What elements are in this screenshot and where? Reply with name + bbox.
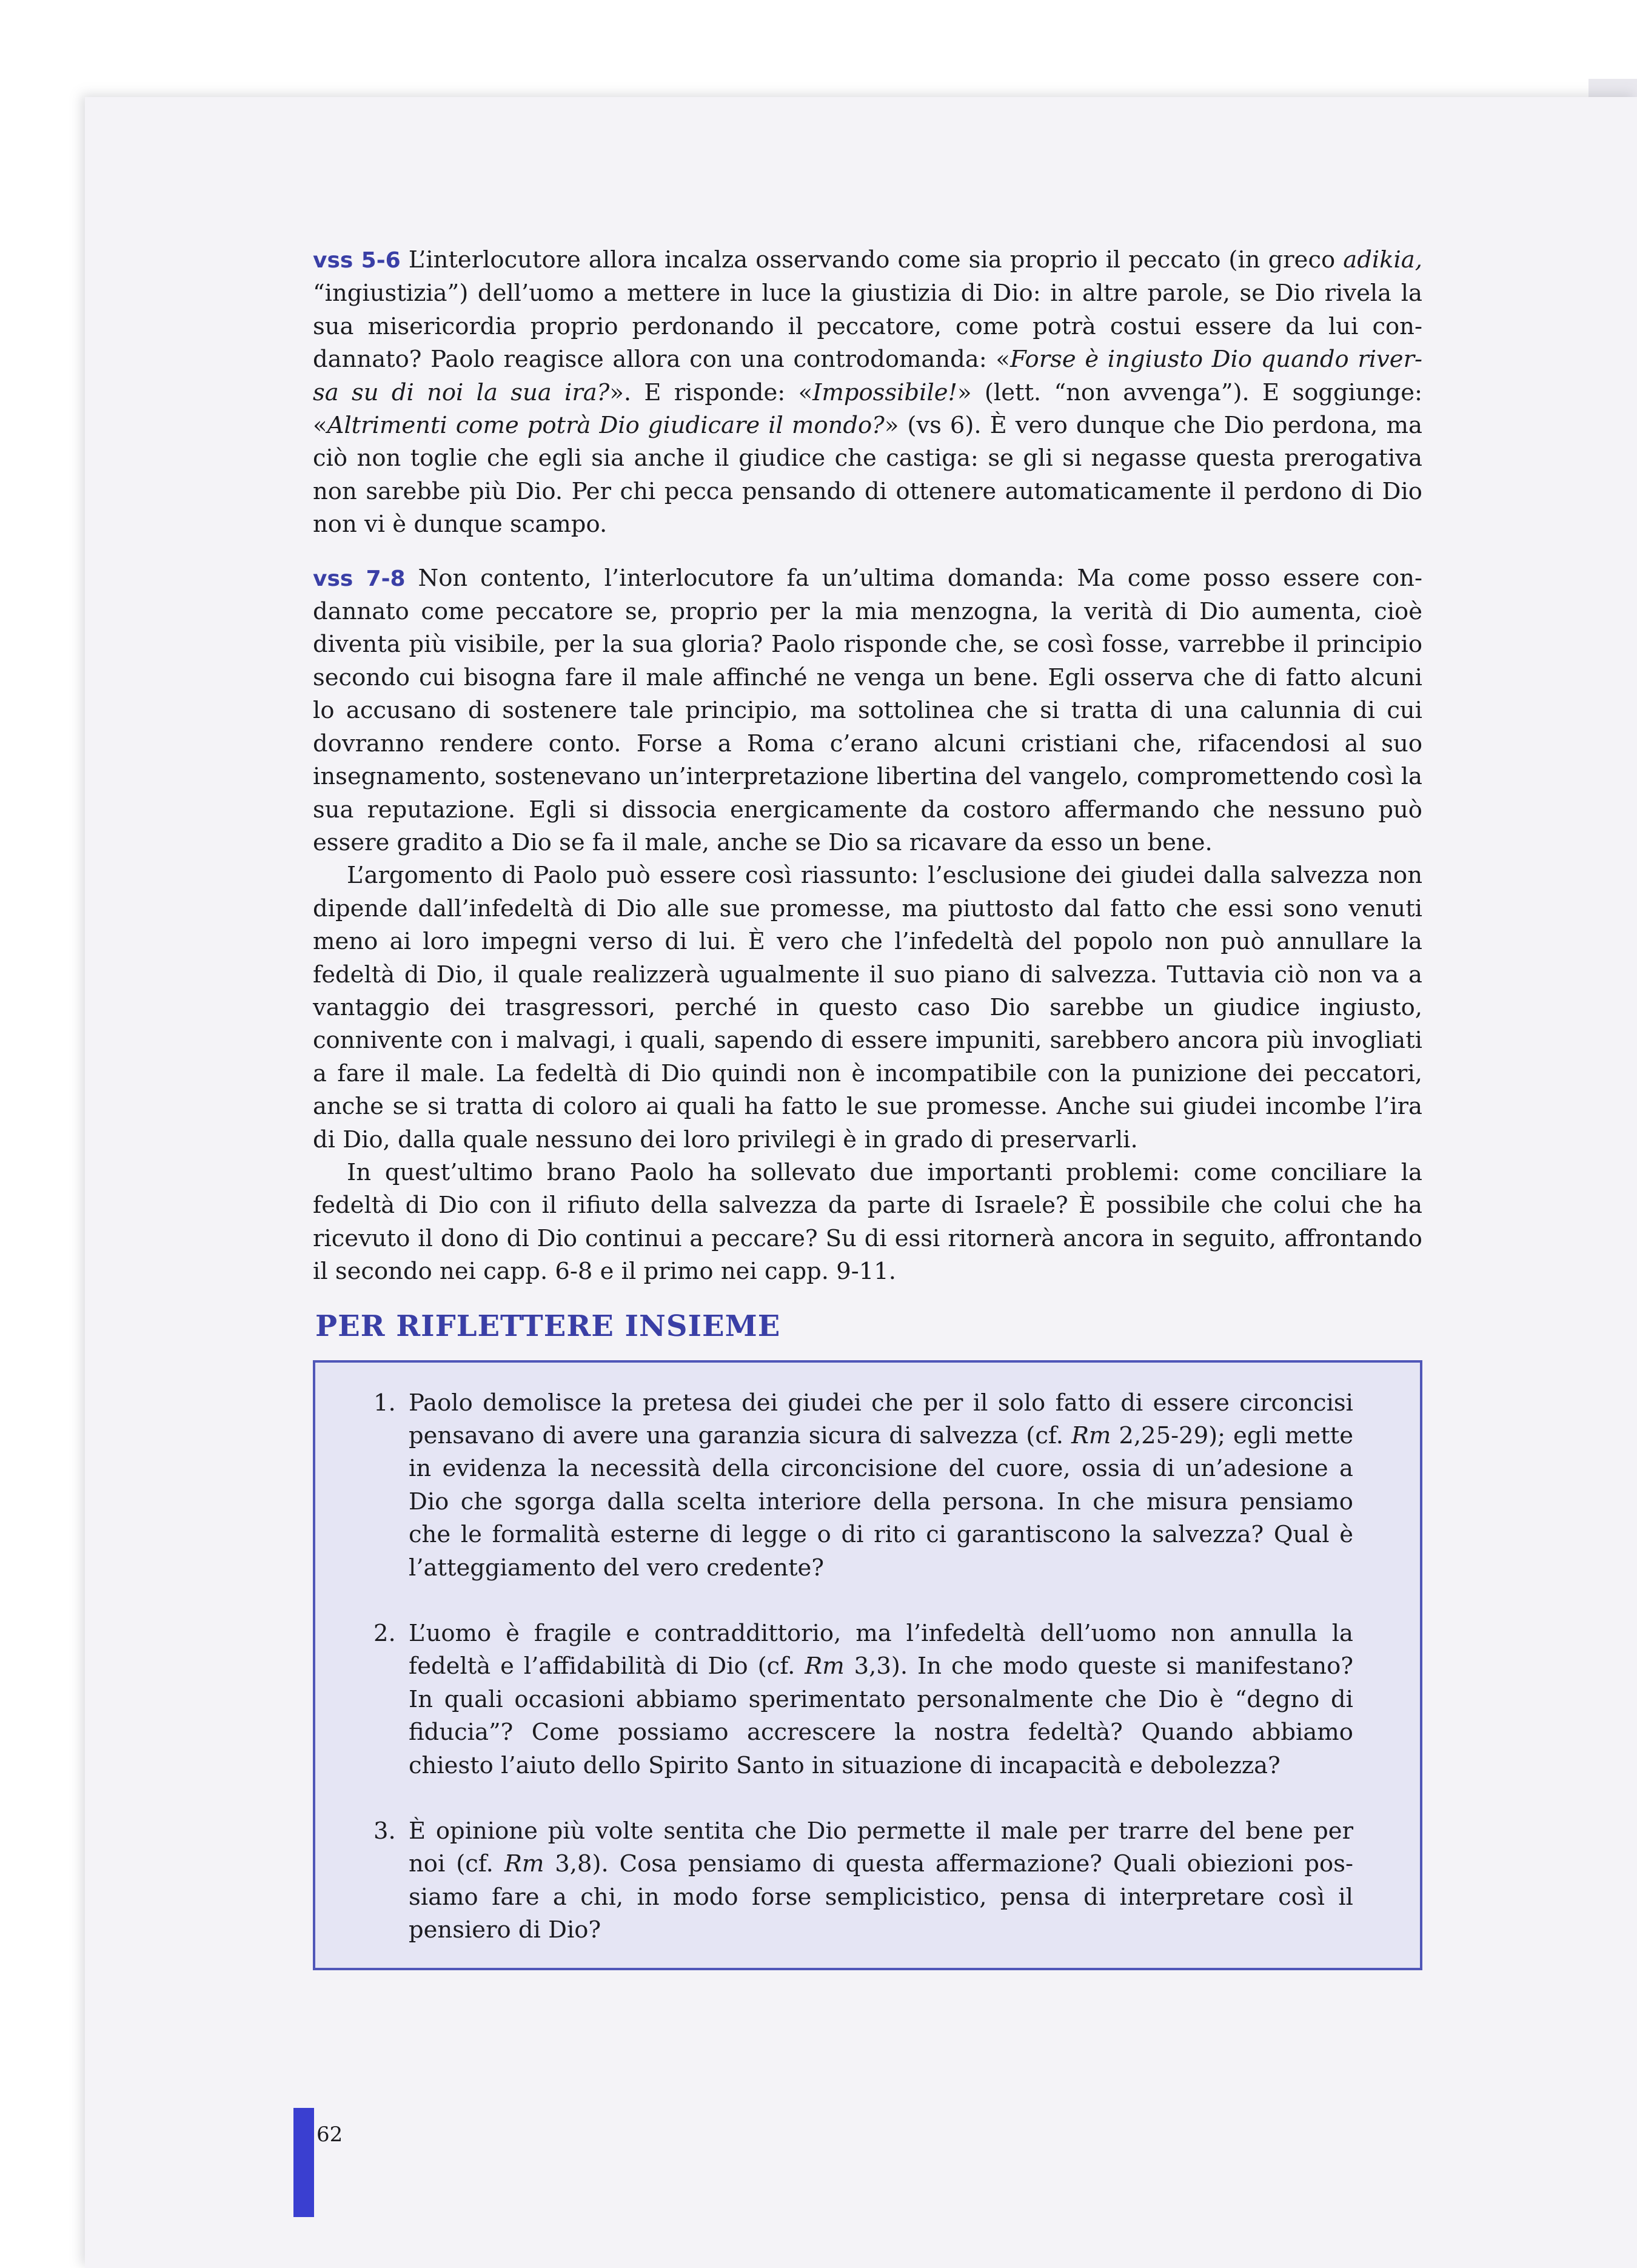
reflection-box: [313, 1360, 1422, 1970]
text-run: L’uomo è fragile e contraddittorio, ma l’infedeltà dell’uomo non annulla la fedeltà e l’affidabilità di Dio (cf.: [409, 1620, 1353, 1680]
page-number-bar: [293, 2108, 314, 2217]
quote-italic: Impossibile!: [812, 378, 958, 406]
text-run: 3,8). Cosa pensiamo di questa affermazione? Quali obiezioni possiamo fare a chi, in modo forse semplicistico, pensa di interpretare così il pensiero di Dio?: [409, 1850, 1353, 1944]
verse-label: vss 5-6: [313, 248, 401, 273]
question-item: [373, 1387, 1353, 1585]
text-run: Paolo demolisce la pretesa dei giudei che per il solo fatto di essere circoncisi pensavano di avere una garanzia sicura di salvezza (cf.: [409, 1389, 1353, 1449]
question-text: [409, 1815, 1353, 1947]
page-content: [313, 244, 1422, 1970]
bible-ref-italic: Rm: [805, 1652, 845, 1680]
verse-label: vss 7-8: [313, 566, 406, 591]
bible-ref-italic: Rm: [1071, 1422, 1111, 1449]
text-run: » (vs 6). È vero dunque che Dio perdona, ma ciò non toglie che egli sia anche il giudice che castiga: se gli si negasse questa prerogativa non sarebbe più Dio. Per chi pecca pensando di ottenere automaticamente il perdono di Dio non vi è dunque scampo.: [313, 412, 1422, 538]
quote-italic: Altrimenti come potrà Dio giudicare il mondo?: [327, 412, 885, 440]
paragraph-vss-7-8: [313, 562, 1422, 860]
text-run: Non contento, l’interlocutore fa un’ultima domanda: Ma come posso essere condannato come peccatore se, proprio per la mia menzogna, la verità di Dio aumenta, cioè diventa più visibile, per la sua gloria? Paolo risponde che, se così fosse, varrebbe il principio secondo cui bisogna fare il male affinché ne venga un bene. Egli osserva che di fatto alcuni lo accusano di sostenere tale principio, ma sottolinea che si tratta di una calunnia di cui dovranno rendere conto. Forse a Roma c’erano alcuni cristiani che, rifacendosi al suo insegnamento, sostenevano un’interpretazione libertina del vangelo, compromettendo così la sua reputazione. Egli si dissocia energicamente da costoro affermando che nessuno può essere gradito a Dio se fa il male, anche se Dio sa ricavare da esso un bene.: [313, 564, 1422, 856]
text-run-italic: adikia,: [1343, 246, 1422, 273]
question-text: [409, 1387, 1353, 1585]
page-number: 62: [316, 2122, 343, 2147]
question-number: 2.: [373, 1620, 396, 1648]
paragraph-conclusion: In quest’ultimo brano Paolo ha sollevato due importanti problemi: come conciliare la fedeltà di Dio con il rifiuto della salvezza da parte di Israele? È possibile che colui che ha ricevuto il dono di Dio continui a peccare? Su di essi ritornerà ancora in seguito, affrontando il secondo nei capp. 6-8 e il primo nei capp. 9-11.: [313, 1158, 1422, 1286]
text-run: 2,25-29); egli mette in evidenza la necessità della circoncisione del cuore, ossia di un’adesione a Dio che sgorga dalla scelta interiore della persona. In che misura pensiamo che le formalità esterne di legge o di rito ci garantiscono la salvezza? Qual è l’atteggiamento del vero credente?: [409, 1422, 1353, 1582]
question-number: 1.: [373, 1389, 396, 1417]
text-run: 3,3). In che modo queste si manifestano? In quali occasioni abbiamo sperimentato personalmente che Dio è “degno di fiducia”? Come possiamo accrescere la nostra fedeltà? Quando abbiamo chiesto l’aiuto dello Spirito Santo in situazione di incapacità e debolezza?: [409, 1652, 1353, 1779]
question-item: [373, 1617, 1353, 1782]
question-number: 3.: [373, 1817, 396, 1845]
text-run: » (lett. “non avvenga”). E soggiunge: «: [313, 378, 1422, 440]
section-title: PER RIFLETTERE INSIEME: [315, 1309, 781, 1343]
paragraph-vss-5-6: [313, 244, 1422, 542]
question-text: [409, 1617, 1353, 1782]
text-run: “ingiustizia”) dell’uomo a mettere in luce la giustizia di Dio: in altre parole, se Dio rivela la sua misericordia proprio perdonando il peccatore, come potrà costui essere da lui condannato? Paolo reagisce allora con una controdomanda: «: [313, 280, 1422, 374]
question-item: [373, 1815, 1353, 1947]
quote-italic: Forse è ingiusto Dio quando riversa su di noi la sua ira?: [313, 346, 1422, 406]
text-run: ». E risponde: «: [609, 378, 813, 406]
bible-ref-italic: Rm: [504, 1850, 544, 1878]
text-run: È opinione più volte sentita che Dio permette il male per trarre del bene per noi (cf.: [409, 1817, 1353, 1878]
paragraph-summary: L’argomento di Paolo può essere così riassunto: l’esclusione dei giudei dalla salvezza non dipende dall’infedeltà di Dio alle sue promesse, ma piuttosto dal fatto che essi sono venuti meno ai loro impegni verso di lui. È vero che l’infedeltà del popolo non può annullare la fedeltà di Dio, il quale realizzerà ugualmente il suo piano di salvezza. Tuttavia ciò non va a vantaggio dei trasgressori, perché in questo caso Dio sarebbe un giudice ingiusto, connivente con i malvagi, i quali, sapendo di essere impuniti, sarebbero ancora più invogliati a fare il male. La fedeltà di Dio quindi non è incompatibile con la punizione dei peccatori, anche se si tratta di coloro ai quali ha fatto le sue promesse. Anche sui giudei incombe l’ira di Dio, dalla quale nessuno dei loro privilegi è in grado di preservarli.: [313, 862, 1422, 1153]
text-run: L’interlocutore allora incalza osservando come sia proprio il peccato (in greco: [400, 246, 1344, 273]
